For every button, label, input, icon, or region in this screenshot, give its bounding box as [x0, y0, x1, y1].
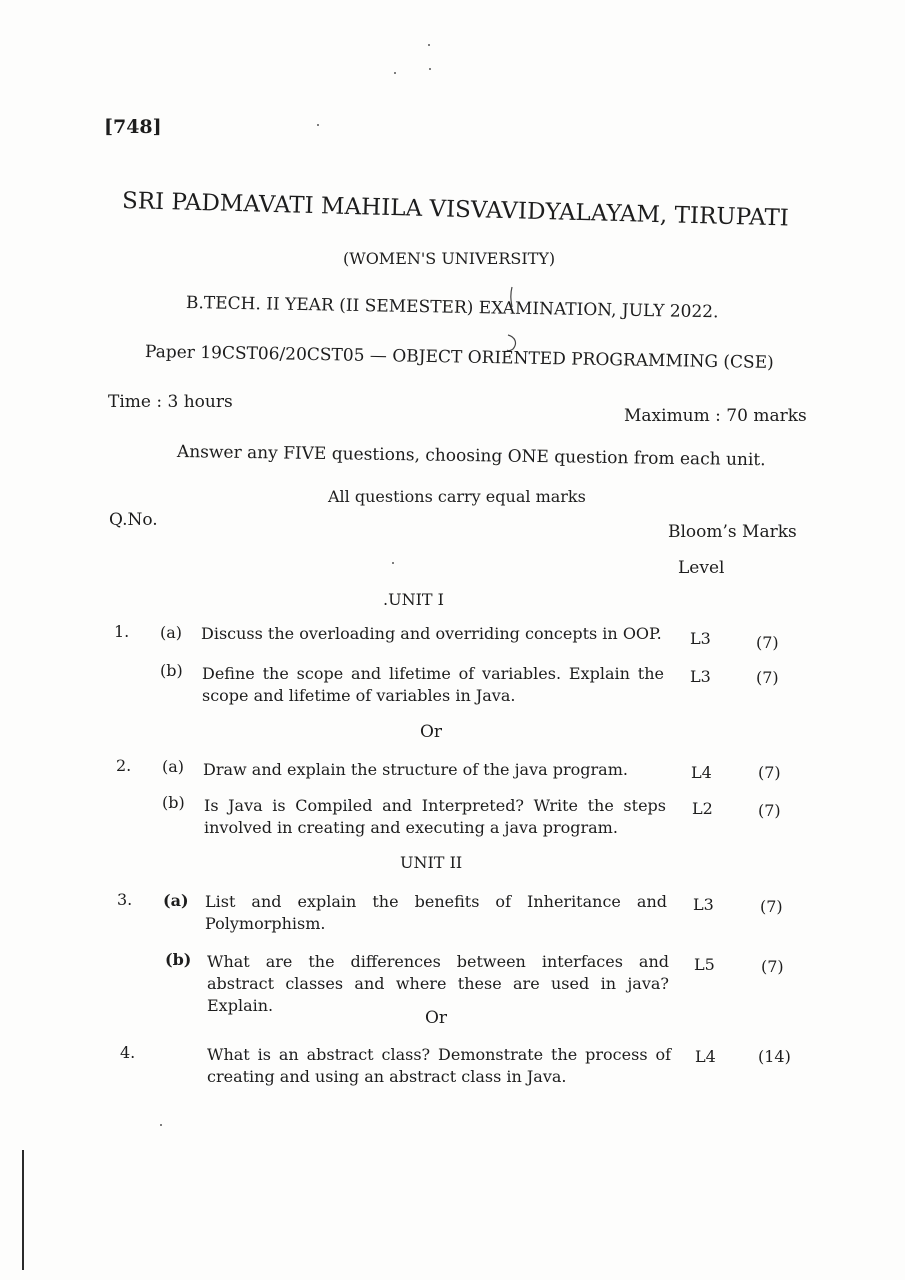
part-label: (b) — [162, 793, 185, 812]
marks: (7) — [761, 957, 784, 976]
blooms-level: L3 — [693, 895, 714, 914]
question-text: Define the scope and lifetime of variables. Explain the scope and lifetime of variables in Java. — [202, 664, 664, 705]
marks: (7) — [758, 801, 781, 820]
scan-speck — [392, 562, 394, 564]
question-number: 1. — [114, 622, 130, 641]
question-number: 2. — [116, 756, 132, 775]
question-text: Draw and explain the structure of the java program. — [203, 760, 628, 779]
scan-margin-line — [22, 1150, 24, 1270]
question-text: Is Java is Compiled and Interpreted? Write the steps involved in creating and executing a java program. — [204, 796, 666, 837]
unit-heading: UNIT II — [400, 853, 463, 872]
question-text: What is an abstract class? Demonstrate the process of creating and using an abstract class in Java. — [207, 1045, 671, 1086]
blooms-marks-column-header: Bloom’s Marks — [668, 522, 797, 542]
university-subtitle: (WOMEN'S UNIVERSITY) — [343, 249, 556, 268]
qno-column-header: Q.No. — [109, 510, 158, 530]
scan-speck — [428, 44, 430, 46]
or-separator: Or — [425, 1008, 448, 1028]
part-label: (b) — [160, 661, 183, 680]
part-label: (a) — [160, 623, 183, 642]
blooms-level: L4 — [691, 763, 712, 782]
exam-title: B.TECH. II YEAR (II SEMESTER) EXAMINATION, JULY 2022. — [185, 293, 719, 323]
part-label: (a) — [163, 891, 189, 910]
question-number: 3. — [117, 890, 133, 909]
unit-heading: .UNIT I — [383, 590, 444, 609]
maximum-marks: Maximum : 70 marks — [624, 406, 807, 426]
marks: (7) — [760, 897, 783, 916]
blooms-level: L3 — [690, 629, 711, 648]
blooms-level: L5 — [694, 955, 715, 974]
marks: (14) — [758, 1047, 791, 1066]
marks: (7) — [758, 763, 781, 782]
scan-speck — [160, 1124, 162, 1126]
blooms-level: L3 — [690, 667, 711, 686]
question-text: What are the differences between interfaces and abstract classes and where these are used in java? Explain. — [207, 952, 669, 1015]
scan-speck — [429, 68, 431, 70]
instruction: Answer any FIVE questions, choosing ONE question from each unit. — [176, 442, 766, 471]
or-separator: Or — [420, 722, 443, 742]
paper-code: [748] — [104, 116, 162, 138]
marks: (7) — [756, 633, 779, 652]
question-text: Discuss the overloading and overriding concepts in OOP. — [201, 624, 662, 643]
part-label: (b) — [165, 950, 192, 969]
question-number: 4. — [120, 1043, 136, 1062]
part-label: (a) — [162, 757, 185, 776]
level-column-header: Level — [678, 558, 725, 578]
equal-marks-note: All questions carry equal marks — [328, 487, 586, 506]
question-text: List and explain the benefits of Inheritance and Polymorphism. — [205, 892, 667, 933]
time-allowed: Time : 3 hours — [108, 392, 233, 412]
scan-speck — [317, 124, 319, 126]
blooms-level: L2 — [692, 799, 713, 818]
marks: (7) — [756, 668, 779, 687]
scan-speck — [394, 72, 396, 74]
university-name: SRI PADMAVATI MAHILA VISVAVIDYALAYAM, TIRUPATI — [121, 188, 790, 232]
blooms-level: L4 — [695, 1047, 716, 1066]
pen-mark-icon — [505, 285, 521, 355]
paper-title: Paper 19CST06/20CST05 — OBJECT ORIENTED PROGRAMMING (CSE) — [144, 342, 774, 373]
